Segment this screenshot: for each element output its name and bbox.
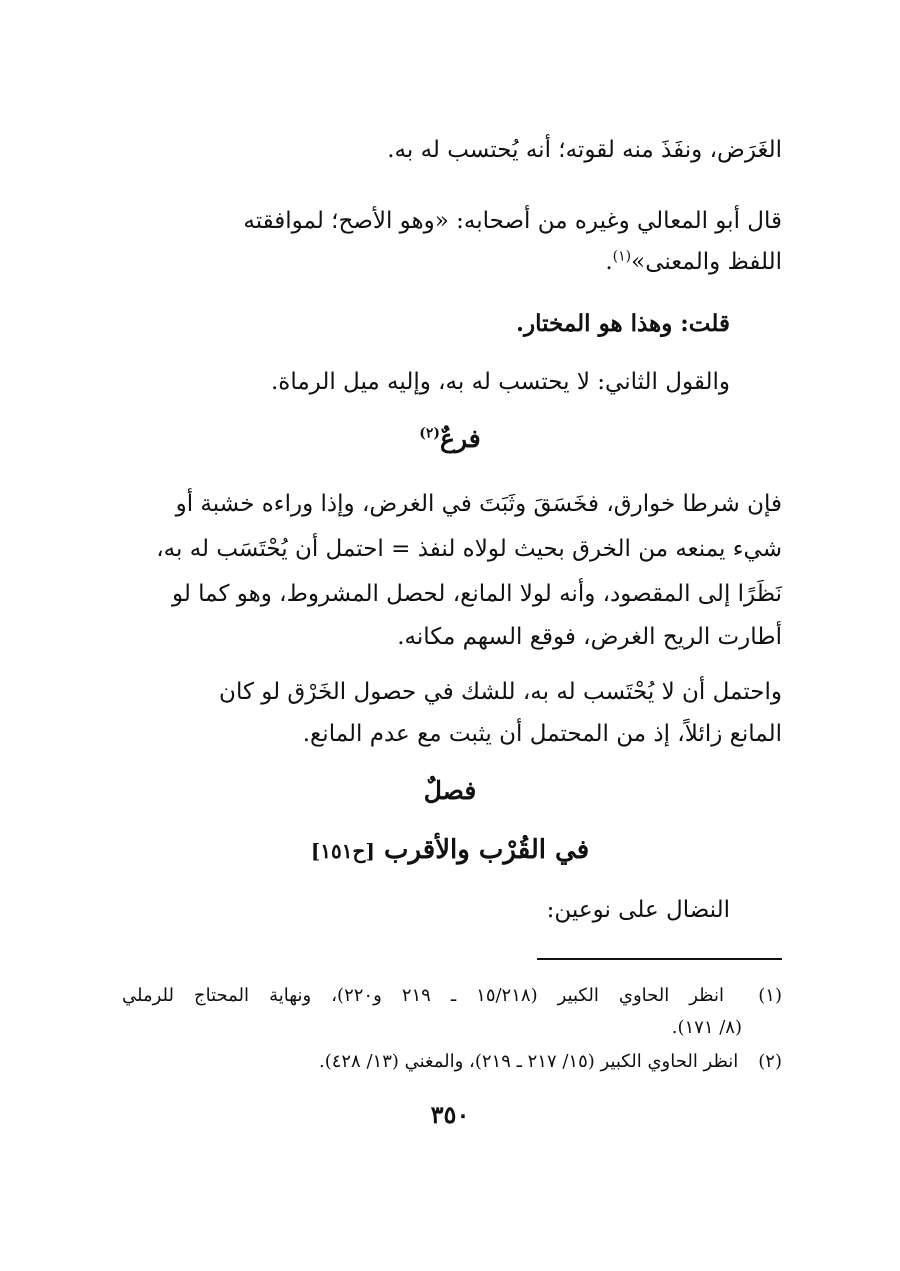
footnote-number: (١): [758, 985, 782, 1006]
footnote-divider: [537, 958, 782, 960]
footnote-number: (٢): [758, 1051, 782, 1072]
paragraph-text: اللفظ والمعنى»: [631, 249, 782, 275]
section-heading: [0, 830, 900, 872]
paragraph-text: قال أبو المعالي وغيره من أصحابه: «وهو الأصح؛ لموافقته: [243, 208, 782, 234]
footnote-continuation: (٨/ ١٧١).: [671, 1017, 742, 1038]
paragraph-line: فإن شرطا خوارق، فخَسَقَ وثَبَتَ في الغرض، وإذا وراءه خشبة أو: [175, 491, 782, 517]
paragraph-line: واحتمل أن لا يُحْتَسب له به، للشك في حصول الخَرْق لو كان: [219, 679, 782, 705]
paragraph-line: والقول الثاني: لا يحتسب له به، وإليه ميل الرماة.: [270, 369, 730, 395]
heading-text: في القُرْب والأقرب: [383, 835, 590, 865]
section-heading: فصلٌ: [423, 776, 477, 805]
paragraph-line: الغَرَض، ونفَذَ منه لقوته؛ أنه يُحتسب له به.: [387, 137, 782, 163]
section-heading: [0, 418, 900, 459]
footnote: [122, 1046, 782, 1078]
footnote: [122, 980, 782, 1012]
footnote-reference[interactable]: (١): [612, 248, 632, 265]
paragraph-line: أطارت الريح الغرض، فوقع السهم مكانه.: [397, 624, 782, 650]
page-number: ٣٥٠: [430, 1100, 470, 1129]
paragraph-line: نَظَرًا إلى المقصود، وأنه لولا المانع، لحصل المشروط، وهو كما لو: [171, 581, 782, 607]
heading-text: فرعٌ: [440, 424, 481, 453]
paragraph-line: قلت: وهذا هو المختار.: [515, 310, 730, 337]
paragraph-line: المانع زائلاً، إذ من المحتمل أن يثبت مع عدم المانع.: [302, 721, 782, 747]
footnote-text: انظر الحاوي الكبير (١٥/٢١٨ ـ ٢١٩ و٢٢٠)، ونهاية المحتاج للرملي: [122, 985, 724, 1006]
paragraph-line: [122, 201, 782, 242]
paragraph-line: النضال على نوعين:: [546, 897, 730, 923]
footnote-text: انظر الحاوي الكبير (١٥/ ٢١٧ ـ ٢١٩)، والمغني (١٣/ ٤٢٨).: [318, 1051, 739, 1072]
manuscript-marker: [ح١٥١]: [310, 839, 375, 863]
paragraph-line: شيء يمنعه من الخرق بحيث لولاه لنفذ = احتمل أن يُحْتَسَب له به،: [156, 536, 782, 562]
footnote-reference[interactable]: (٢): [419, 425, 441, 442]
paragraph-line: [605, 242, 782, 283]
paragraph-text: .: [605, 249, 613, 275]
